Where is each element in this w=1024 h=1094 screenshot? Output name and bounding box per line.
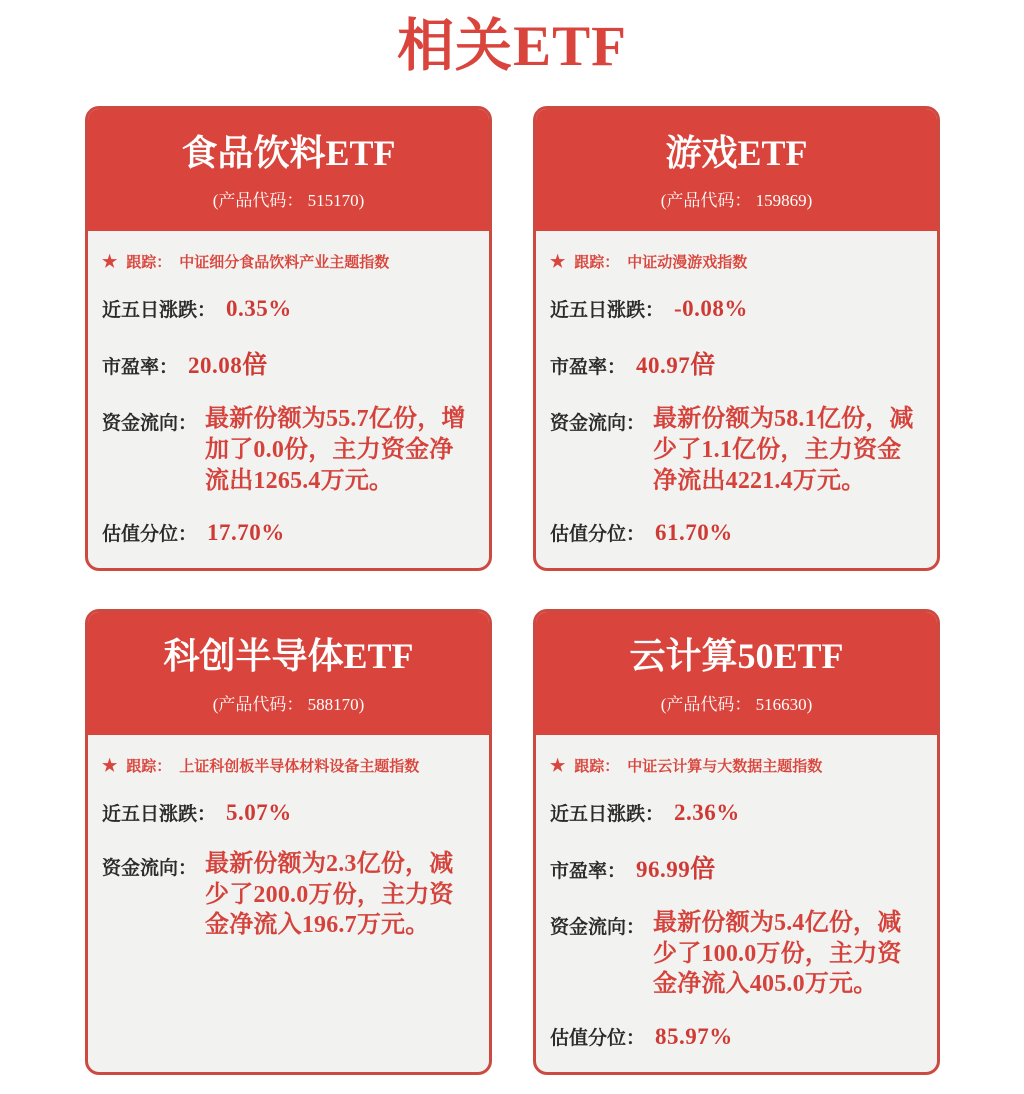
star-icon: ★ (550, 755, 566, 775)
card-title-cn: 食品饮料 (181, 131, 326, 173)
page-title (0, 14, 1024, 80)
tracking-label: 跟踪： (126, 757, 172, 775)
pe-label: 市盈率： (550, 357, 627, 379)
valuation-value: 61.70% (655, 520, 733, 546)
tracking-row (550, 251, 923, 272)
pe-unit: 倍 (690, 351, 716, 380)
change-value: 2.36% (674, 799, 740, 825)
pe-number: 40.97 (636, 353, 691, 379)
card-body (536, 735, 937, 1072)
pe-label: 市盈率： (102, 357, 179, 379)
flow-row (550, 908, 923, 1000)
valuation-value: 17.70% (207, 520, 285, 546)
pe-row (550, 849, 923, 885)
pe-number: 20.08 (188, 353, 243, 379)
star-icon: ★ (102, 755, 118, 775)
valuation-row (550, 1023, 923, 1050)
valuation-label: 估值分位： (550, 1028, 646, 1050)
card-title (96, 636, 481, 677)
etf-card-game (533, 106, 940, 572)
flow-value: 最新份额为58.1亿份，减少了1.1亿份，主力资金净流出4221.4万元。 (653, 406, 914, 494)
tracking-label: 跟踪： (574, 254, 620, 272)
change-label: 近五日涨跌： (550, 300, 665, 322)
card-header (88, 612, 489, 735)
flow-value: 最新份额为5.4亿份，减少了100.0万份，主力资金净流入405.0万元。 (653, 909, 902, 998)
change-row (550, 799, 923, 826)
etf-card-star-semiconductor (85, 609, 492, 1075)
valuation-row (102, 519, 475, 546)
change-label: 近五日涨跌： (102, 300, 217, 322)
star-icon: ★ (102, 252, 118, 272)
pe-unit: 倍 (242, 351, 268, 380)
card-title-en: ETF (343, 636, 414, 677)
flow-row (550, 404, 923, 496)
page-title-en: ETF (513, 15, 627, 78)
card-title (96, 133, 481, 174)
card-title-cn: 云计算 (629, 635, 738, 677)
flow-label: 资金流向： (102, 857, 198, 879)
card-body (88, 231, 489, 568)
pe-number: 96.99 (636, 856, 691, 882)
flow-label: 资金流向： (102, 413, 198, 435)
tracking-row (102, 251, 475, 272)
card-title-cn: 游戏 (665, 131, 738, 173)
tracking-label: 跟踪： (126, 254, 172, 272)
tracking-index-name: 上证科创板半导体材料设备主题指数 (179, 757, 420, 775)
change-value: 5.07% (226, 799, 292, 825)
change-label: 近五日涨跌： (550, 803, 665, 825)
pe-row (550, 345, 923, 381)
change-row (102, 799, 475, 826)
change-value: 0.35% (226, 296, 292, 322)
card-title-cn: 科创半导体 (163, 635, 344, 677)
valuation-value: 85.97% (655, 1024, 733, 1050)
pe-value (636, 345, 715, 381)
pe-unit: 倍 (690, 854, 716, 883)
card-title-en: 50ETF (737, 636, 844, 677)
change-row (102, 295, 475, 322)
flow-label: 资金流向： (550, 916, 646, 938)
tracking-row (102, 755, 475, 776)
flow-value: 最新份额为2.3亿份，减少了200.0万份，主力资金净流入196.7万元。 (205, 850, 454, 939)
tracking-index-name: 中证动漫游戏指数 (627, 254, 748, 272)
tracking-row (550, 755, 923, 776)
card-header (536, 109, 937, 232)
product-code: (产品代码： 588170) (212, 694, 365, 714)
tracking-label: 跟踪： (574, 757, 620, 775)
product-code: (产品代码： 515170) (212, 191, 365, 211)
valuation-label: 估值分位： (550, 524, 646, 546)
change-row (550, 295, 923, 322)
tracking-index-name: 中证细分食品饮料产业主题指数 (179, 254, 390, 272)
star-icon: ★ (550, 252, 566, 272)
card-title-en: ETF (737, 132, 808, 173)
etf-card-food-beverage (85, 106, 492, 572)
valuation-label: 估值分位： (102, 524, 198, 546)
flow-label: 资金流向： (550, 413, 646, 435)
card-header (88, 109, 489, 232)
pe-row (102, 345, 475, 381)
flow-value: 最新份额为55.7亿份，增加了0.0份，主力资金净流出1265.4万元。 (205, 406, 466, 494)
product-code: (产品代码： 159869) (660, 191, 813, 211)
card-header (536, 612, 937, 735)
tracking-index-name: 中证云计算与大数据主题指数 (627, 757, 823, 775)
change-value: -0.08% (674, 296, 748, 322)
valuation-row (550, 519, 923, 546)
page-title-cn: 相关 (397, 14, 514, 78)
etf-card-cloud-computing (533, 609, 940, 1075)
card-title-en: ETF (325, 132, 396, 173)
pe-value (188, 345, 267, 381)
flow-row (102, 404, 475, 496)
pe-label: 市盈率： (550, 860, 627, 882)
product-code: (产品代码： 516630) (660, 694, 813, 714)
change-label: 近五日涨跌： (102, 803, 217, 825)
card-title (544, 133, 929, 174)
etf-cards-grid (0, 106, 1024, 1076)
card-body (88, 735, 489, 1072)
flow-row (102, 849, 475, 941)
pe-value (636, 849, 715, 885)
card-title (544, 636, 929, 677)
card-body (536, 231, 937, 568)
